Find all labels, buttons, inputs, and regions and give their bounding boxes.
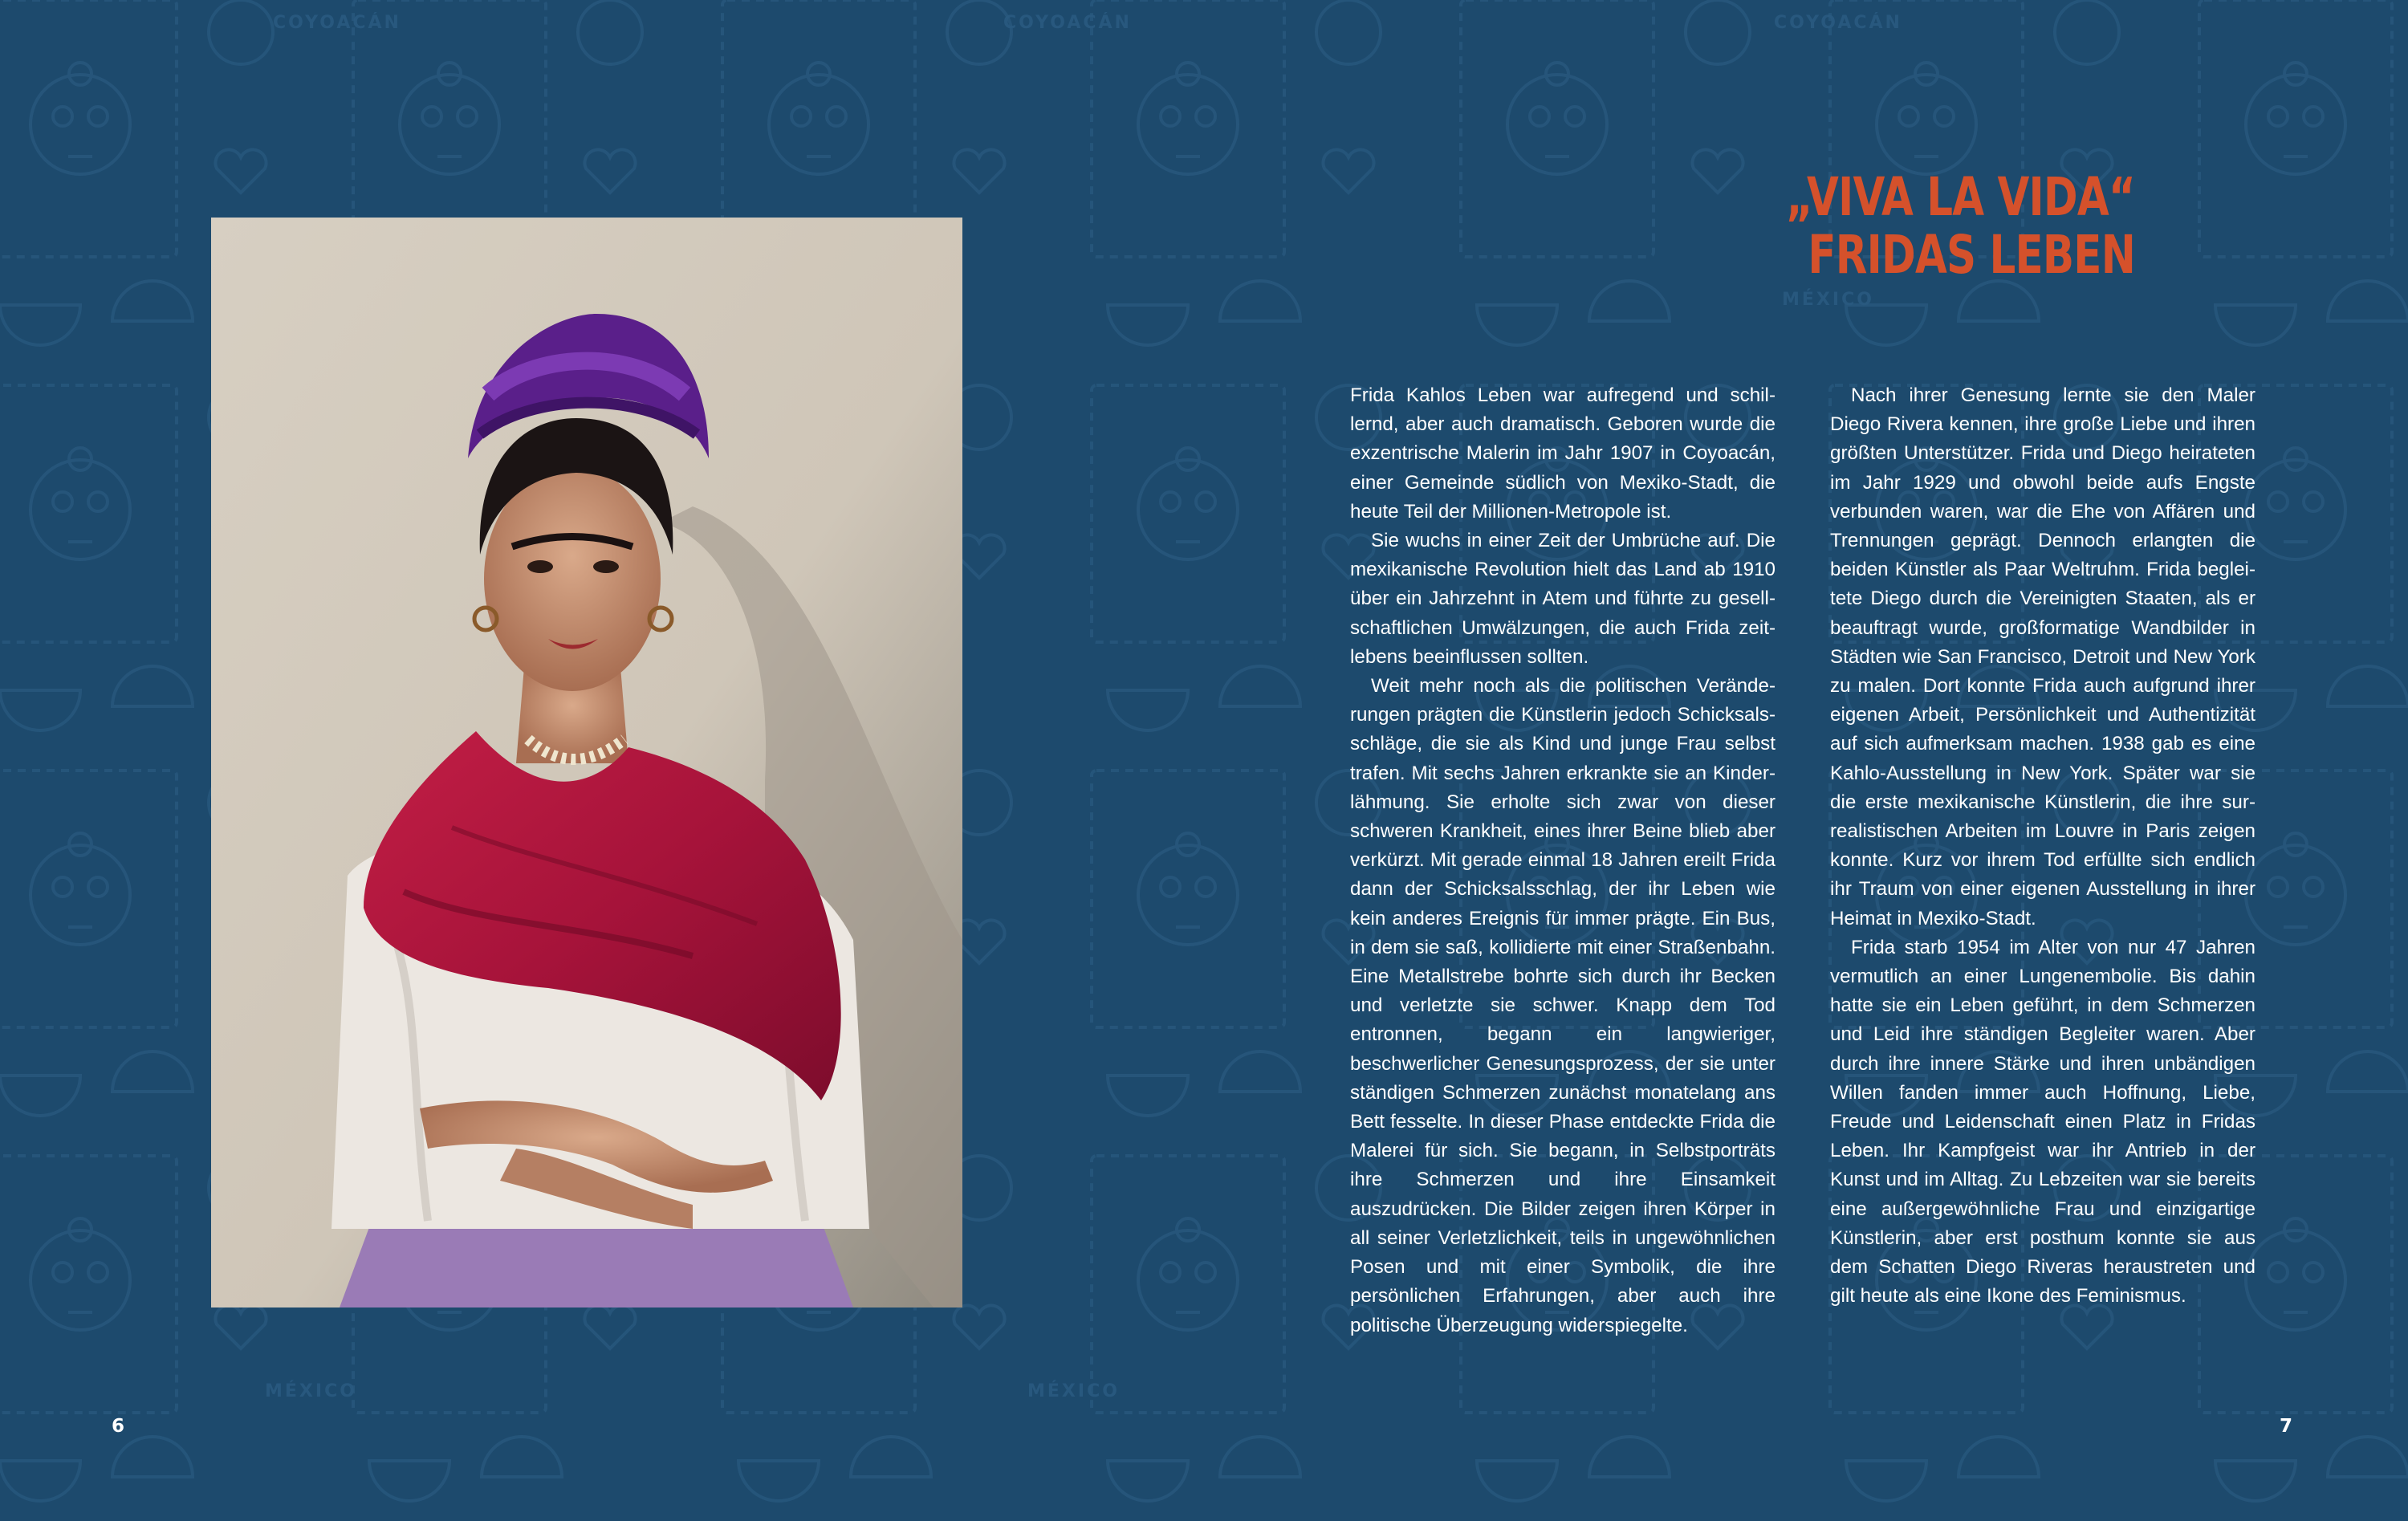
svg-text:COYOACÁN: COYOACÁN: [273, 13, 401, 33]
svg-text:COYOACÁN: COYOACÁN: [1003, 13, 1132, 33]
paragraph: Nach ihrer Genesung lernte sie den Maler Diego Rivera kennen, ihre große Liebe und ihren größten Unterstützer. Frida und Diego heirateten im Jahr 1929 und obwohl beide aufs Engste verbunden waren, war die Ehe von Affären und Trennungen geprägt. Dennoch erlangten die beiden Künstler als Paar Weltruhm. Frida begleitete Diego durch die Vereinigten Staaten, als er beauftragt wurde, großformatige Wandbilder in Städten wie San Francisco, Detroit und New York zu malen. Dort konnte Frida auch aufgrund ihrer eigenen Arbeit, Persönlichkeit und Authentizität auf sich aufmerksam machen. 1938 gab es eine Kahlo-Ausstellung in New York. Später war sie die erste mexikanische Künstlerin, die ihre surrealistischen Arbeiten im Louvre in Paris zeigen konnte. Kurz vor ihrem Tod erfüllte sich endlich ihr Traum von einer eigenen Ausstellung in ihrer Heimat in Mexiko-Stadt.: [1830, 384, 2255, 929]
svg-text:MÉXICO: MÉXICO: [1782, 290, 1874, 310]
paragraph: Sie wuchs in einer Zeit der Umbrüche auf. Die mexikanische Revolution hielt das Land ab 1910 über ein Jahrzehnt in Atem und führte zu gesellschaftlichen Umwälzungen, die auch Frida zeitlebens beeinflussen sollten.: [1350, 530, 1775, 668]
paragraph: Frida Kahlos Leben war aufregend und schillernd, aber auch dramatisch. Geboren wurde die exzentrische Malerin im Jahr 1907 in Coyoacán, einer Gemeinde südlich von Mexiko-Stadt, die heute Teil der Millionen-Metropole ist.: [1350, 384, 1775, 523]
svg-text:MÉXICO: MÉXICO: [1027, 1381, 1120, 1401]
svg-text:COYOACÁN: COYOACÁN: [1774, 13, 1902, 33]
portrait-photo: [211, 218, 962, 1307]
text-column-left: [1350, 381, 1775, 1340]
page-number-right: 7: [2280, 1416, 2293, 1437]
title-line-1: „VIVA LA VIDA“: [1786, 166, 2135, 228]
paragraph: Frida starb 1954 im Alter von nur 47 Jahren vermutlich an einer Lungenembolie. Bis dahin hatte sie ein Leben geführt, in dem Schmerzen und Leid ihre ständigen Begleiter waren. Aber durch ihre innere Stärke und ihren unbändigen Willen fanden immer auch Hoffnung, Liebe, Freude und Leidenschaft einen Platz in Fridas Leben. Ihr Kampfgeist war ihr Antrieb in der Kunst und im Alltag. Zu Lebzeiten war sie bereits eine außergewöhnliche Frau und einzigartige Künstlerin, aber erst posthum konnte sie aus dem Schatten Diego Riveras heraustreten und gilt heute als eine Ikone des Feminismus.: [1830, 936, 2255, 1307]
paragraph: Weit mehr noch als die politischen Veränderungen prägten die Künstlerin jedoch Schicksalsschläge, die sie als Kind und junge Frau selbst trafen. Mit sechs Jahren erkrankte sie an Kinderlähmung. Sie erholte sich zwar von dieser schweren Krankheit, eines ihrer Beine blieb aber verkürzt. Mit gerade einmal 18 Jahren ereilt Frida dann der Schicksalsschlag, der ihr Leben wie kein anderes Ereignis für immer prägte. Ein Bus, in dem sie saß, kollidierte mit einer Straßenbahn. Eine Metallstrebe bohrte sich durch ihr Becken und verletzte sie schwer. Knapp dem Tod entronnen, begann ein langwieriger, beschwerlicher Genesungsprozess, der sie unter ständigen Schmerzen zunächst monatelang ans Bett fesselte. In dieser Phase entdeckte Frida die Malerei für sich. Sie begann, in Selbstporträts ihre Schmerzen und ihre Einsamkeit auszudrücken. Die Bilder zeigen ihren Körper in all seiner Verletzlichkeit, teils in ungewöhnlichen Posen und mit einer Symbolik, die ihre persönlichen Erfahrungen, aber auch ihre politische Überzeugung widerspiegelte.: [1350, 675, 1775, 1336]
svg-text:MÉXICO: MÉXICO: [265, 1381, 357, 1401]
portrait-photo-icon: [211, 218, 962, 1307]
text-column-right: [1830, 381, 2255, 1312]
page-number-left: 6: [112, 1416, 125, 1437]
page-title: [1710, 166, 2135, 286]
title-line-2: FRIDAS LEBEN: [1808, 224, 2135, 286]
